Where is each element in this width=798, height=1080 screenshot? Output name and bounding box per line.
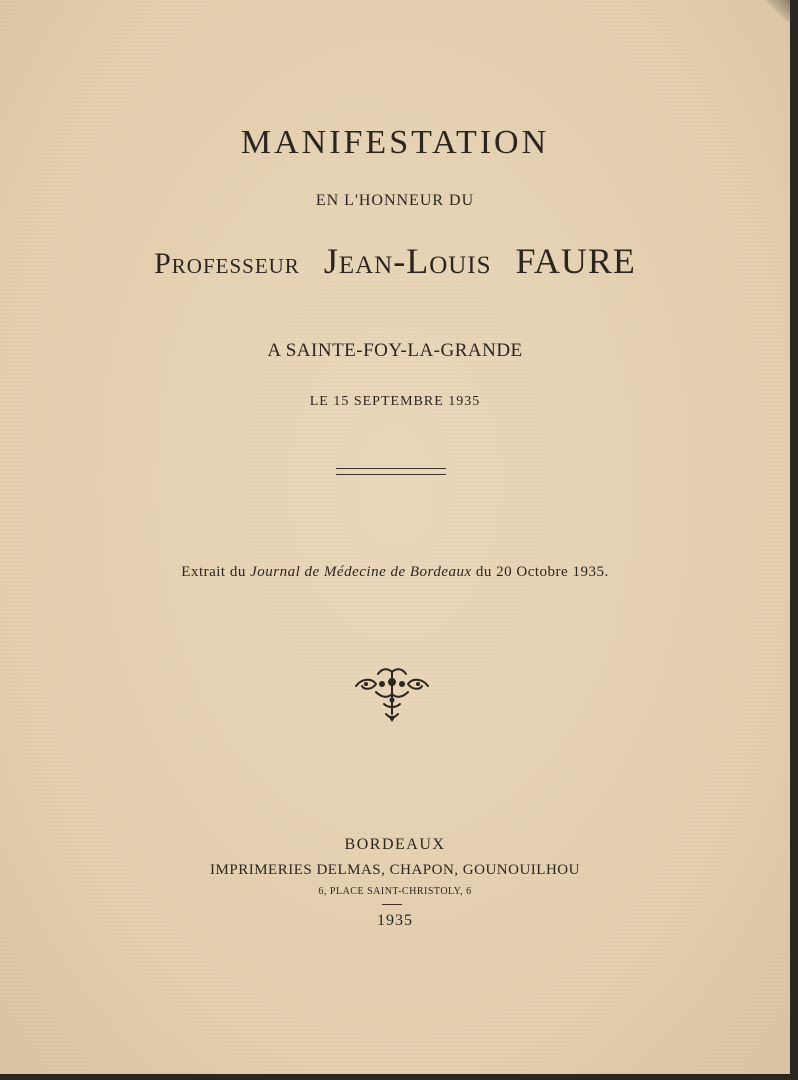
short-rule-divider [382, 904, 402, 905]
honoree-title: Professeur [154, 247, 300, 280]
event-place: A SAINTE-FOY-LA-GRANDE [267, 340, 523, 361]
imprint-year: 1935 [377, 912, 413, 929]
honoree-line [0, 240, 790, 282]
extract-note [0, 564, 790, 581]
floral-ornament-icon [352, 664, 432, 722]
extract-prefix: Extrait du [181, 564, 246, 580]
page-corner [760, 0, 790, 22]
document-title: MANIFESTATION [240, 124, 550, 161]
honoree-surname: FAURE [515, 241, 636, 281]
event-date: LE 15 SEPTEMBRE 1935 [309, 394, 481, 409]
honoree-first-name: Jean-Louis [323, 241, 492, 281]
imprint-address: 6, PLACE SAINT-CHRISTOLY, 6 [318, 886, 472, 897]
extract-suffix: du 20 Octobre 1935. [475, 564, 609, 580]
imprint-printer: IMPRIMERIES DELMAS, CHAPON, GOUNOUILHOU [210, 862, 580, 878]
double-rule-divider [336, 468, 446, 475]
document-subtitle: EN L'HONNEUR DU [315, 192, 475, 209]
journal-name: Journal de Médecine de Bordeaux [250, 564, 472, 580]
imprint-city: BORDEAUX [344, 836, 446, 853]
